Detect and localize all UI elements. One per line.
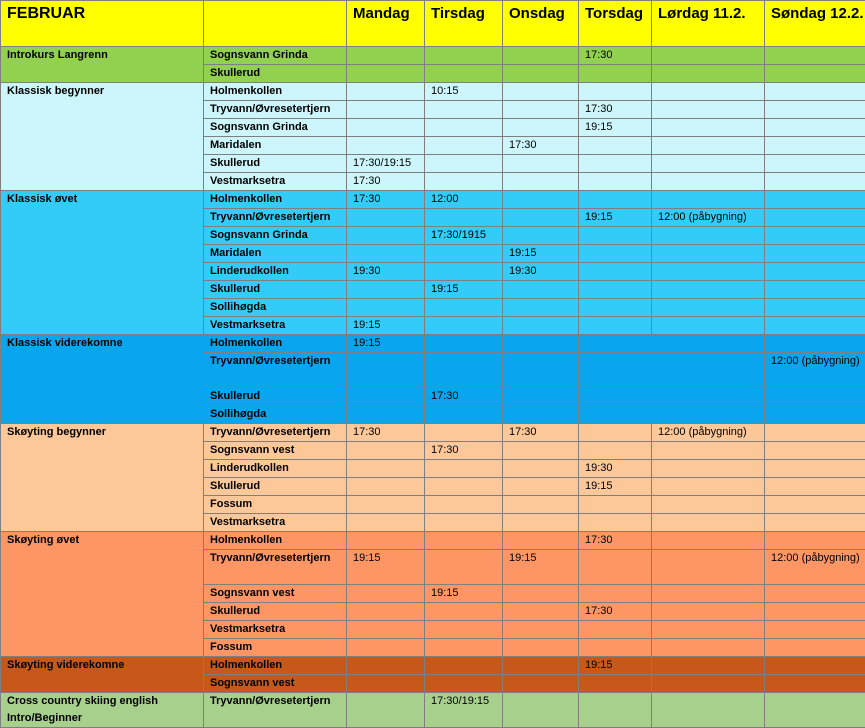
time-cell-monday: 19:15 bbox=[347, 317, 425, 335]
time-cell-saturday bbox=[652, 675, 765, 693]
time-cell-tuesday: 17:30 bbox=[425, 388, 503, 406]
time-cell-tuesday bbox=[425, 299, 503, 317]
time-cell-thursday bbox=[579, 65, 652, 83]
course-category-label: Klassisk øvet bbox=[7, 193, 77, 205]
time-cell-tuesday bbox=[425, 514, 503, 532]
time-cell-monday bbox=[347, 137, 425, 155]
time-cell-wednesday bbox=[503, 478, 579, 496]
time-cell-thursday bbox=[579, 263, 652, 281]
location-cell: Maridalen bbox=[204, 245, 347, 263]
time-cell-tuesday bbox=[425, 496, 503, 514]
course-category-label: Skøyting viderekomne bbox=[7, 659, 124, 671]
time-cell-saturday bbox=[652, 335, 765, 353]
time-cell-thursday: 19:30 bbox=[579, 460, 652, 478]
time-cell-saturday bbox=[652, 353, 765, 388]
course-category-label: Cross country skiing english bbox=[7, 695, 158, 707]
time-cell-wednesday bbox=[503, 675, 579, 693]
course-category bbox=[1, 424, 204, 532]
time-cell-monday bbox=[347, 657, 425, 675]
time-cell-monday bbox=[347, 442, 425, 460]
time-cell-monday bbox=[347, 83, 425, 101]
time-cell-wednesday bbox=[503, 406, 579, 424]
time-cell-saturday bbox=[652, 47, 765, 65]
time-cell-wednesday bbox=[503, 621, 579, 639]
time-cell-saturday bbox=[652, 657, 765, 675]
time-cell-tuesday bbox=[425, 209, 503, 227]
time-cell-wednesday bbox=[503, 585, 579, 603]
time-cell-sunday: 12:00 (påbygning) bbox=[765, 550, 865, 585]
location-cell: Holmenkollen bbox=[204, 657, 347, 675]
time-cell-sunday bbox=[765, 639, 865, 657]
time-cell-thursday bbox=[579, 639, 652, 657]
course-category-sublabel: Intro/Beginner bbox=[7, 712, 82, 724]
time-cell-thursday: 17:30 bbox=[579, 47, 652, 65]
time-cell-saturday bbox=[652, 532, 765, 550]
time-cell-thursday: 17:30 bbox=[579, 532, 652, 550]
time-cell-wednesday bbox=[503, 514, 579, 532]
time-cell-wednesday bbox=[503, 299, 579, 317]
time-cell-sunday bbox=[765, 209, 865, 227]
time-cell-thursday bbox=[579, 693, 652, 728]
location-cell: Vestmarksetra bbox=[204, 173, 347, 191]
time-cell-saturday bbox=[652, 460, 765, 478]
time-cell-thursday bbox=[579, 514, 652, 532]
time-cell-monday bbox=[347, 281, 425, 299]
time-cell-thursday: 19:15 bbox=[579, 119, 652, 137]
time-cell-tuesday bbox=[425, 532, 503, 550]
time-cell-monday bbox=[347, 353, 425, 388]
time-cell-tuesday bbox=[425, 47, 503, 65]
location-cell: Maridalen bbox=[204, 137, 347, 155]
time-cell-tuesday bbox=[425, 155, 503, 173]
time-cell-saturday bbox=[652, 155, 765, 173]
location-cell: Sognsvann vest bbox=[204, 585, 347, 603]
time-cell-tuesday: 19:15 bbox=[425, 281, 503, 299]
time-cell-monday bbox=[347, 406, 425, 424]
schedule-row bbox=[1, 693, 865, 728]
time-cell-sunday bbox=[765, 585, 865, 603]
time-cell-sunday bbox=[765, 101, 865, 119]
time-cell-saturday bbox=[652, 514, 765, 532]
time-cell-tuesday bbox=[425, 335, 503, 353]
time-cell-thursday bbox=[579, 173, 652, 191]
course-category-label: Introkurs Langrenn bbox=[7, 49, 108, 61]
course-category bbox=[1, 47, 204, 83]
time-cell-thursday: 17:30 bbox=[579, 101, 652, 119]
course-category-label: Klassisk viderekomne bbox=[7, 337, 123, 349]
course-category-label: Skøyting øvet bbox=[7, 534, 79, 546]
time-cell-wednesday bbox=[503, 119, 579, 137]
time-cell-monday bbox=[347, 119, 425, 137]
time-cell-wednesday bbox=[503, 496, 579, 514]
time-cell-sunday bbox=[765, 191, 865, 209]
day-header-thursday: Torsdag bbox=[579, 1, 652, 47]
location-cell: Sollihøgda bbox=[204, 299, 347, 317]
time-cell-saturday bbox=[652, 119, 765, 137]
time-cell-tuesday bbox=[425, 639, 503, 657]
time-cell-thursday bbox=[579, 245, 652, 263]
location-cell: Sognsvann vest bbox=[204, 675, 347, 693]
time-cell-sunday bbox=[765, 47, 865, 65]
time-cell-saturday bbox=[652, 299, 765, 317]
time-cell-saturday bbox=[652, 406, 765, 424]
time-cell-tuesday bbox=[425, 550, 503, 585]
location-cell: Fossum bbox=[204, 496, 347, 514]
time-cell-monday bbox=[347, 227, 425, 245]
course-category bbox=[1, 657, 204, 693]
location-cell: Skullerud bbox=[204, 65, 347, 83]
time-cell-thursday bbox=[579, 191, 652, 209]
time-cell-wednesday bbox=[503, 532, 579, 550]
time-cell-tuesday: 17:30/1915 bbox=[425, 227, 503, 245]
schedule-row bbox=[1, 47, 865, 65]
time-cell-monday bbox=[347, 675, 425, 693]
time-cell-thursday bbox=[579, 353, 652, 388]
time-cell-monday: 19:15 bbox=[347, 335, 425, 353]
time-cell-wednesday bbox=[503, 388, 579, 406]
schedule-row bbox=[1, 83, 865, 101]
time-cell-wednesday bbox=[503, 353, 579, 388]
location-cell: Holmenkollen bbox=[204, 532, 347, 550]
time-cell-tuesday bbox=[425, 406, 503, 424]
schedule-body bbox=[1, 47, 865, 728]
time-cell-monday bbox=[347, 245, 425, 263]
time-cell-sunday bbox=[765, 173, 865, 191]
time-cell-thursday bbox=[579, 424, 652, 442]
location-cell: Sognsvann vest bbox=[204, 442, 347, 460]
time-cell-sunday bbox=[765, 245, 865, 263]
location-cell: Linderudkollen bbox=[204, 460, 347, 478]
course-category-label: Skøyting begynner bbox=[7, 426, 106, 438]
time-cell-saturday bbox=[652, 478, 765, 496]
time-cell-sunday bbox=[765, 603, 865, 621]
day-header-wednesday: Onsdag bbox=[503, 1, 579, 47]
time-cell-wednesday bbox=[503, 173, 579, 191]
time-cell-saturday bbox=[652, 101, 765, 119]
time-cell-sunday bbox=[765, 496, 865, 514]
location-cell: Skullerud bbox=[204, 281, 347, 299]
time-cell-wednesday bbox=[503, 101, 579, 119]
time-cell-saturday bbox=[652, 496, 765, 514]
time-cell-tuesday bbox=[425, 137, 503, 155]
time-cell-monday bbox=[347, 621, 425, 639]
time-cell-tuesday bbox=[425, 603, 503, 621]
time-cell-tuesday bbox=[425, 657, 503, 675]
time-cell-thursday bbox=[579, 335, 652, 353]
time-cell-sunday bbox=[765, 119, 865, 137]
time-cell-monday bbox=[347, 603, 425, 621]
time-cell-tuesday: 17:30 bbox=[425, 442, 503, 460]
location-cell: Holmenkollen bbox=[204, 335, 347, 353]
location-cell: Tryvann/Øvresetertjern bbox=[204, 424, 347, 442]
time-cell-thursday bbox=[579, 621, 652, 639]
time-cell-sunday bbox=[765, 460, 865, 478]
course-category bbox=[1, 532, 204, 657]
location-cell: Holmenkollen bbox=[204, 83, 347, 101]
time-cell-monday: 17:30 bbox=[347, 173, 425, 191]
location-cell: Tryvann/Øvresetertjern bbox=[204, 550, 347, 585]
time-cell-monday bbox=[347, 460, 425, 478]
time-cell-tuesday bbox=[425, 245, 503, 263]
time-cell-tuesday: 10:15 bbox=[425, 83, 503, 101]
time-cell-tuesday bbox=[425, 424, 503, 442]
time-cell-wednesday bbox=[503, 47, 579, 65]
time-cell-saturday bbox=[652, 83, 765, 101]
time-cell-saturday bbox=[652, 693, 765, 728]
location-cell: Vestmarksetra bbox=[204, 514, 347, 532]
location-cell: Skullerud bbox=[204, 478, 347, 496]
time-cell-saturday: 12:00 (påbygning) bbox=[652, 209, 765, 227]
time-cell-monday: 19:30 bbox=[347, 263, 425, 281]
time-cell-tuesday bbox=[425, 317, 503, 335]
location-cell: Skullerud bbox=[204, 603, 347, 621]
time-cell-sunday bbox=[765, 406, 865, 424]
time-cell-wednesday bbox=[503, 83, 579, 101]
time-cell-monday bbox=[347, 101, 425, 119]
header-row bbox=[1, 1, 865, 47]
time-cell-saturday bbox=[652, 281, 765, 299]
time-cell-saturday: 12:00 (påbygning) bbox=[652, 424, 765, 442]
time-cell-monday: 17:30 bbox=[347, 424, 425, 442]
time-cell-wednesday bbox=[503, 317, 579, 335]
time-cell-monday: 19:15 bbox=[347, 550, 425, 585]
location-cell: Tryvann/Øvresetertjern bbox=[204, 101, 347, 119]
location-cell: Sognsvann Grinda bbox=[204, 119, 347, 137]
time-cell-sunday bbox=[765, 478, 865, 496]
time-cell-monday bbox=[347, 693, 425, 728]
time-cell-sunday bbox=[765, 317, 865, 335]
time-cell-thursday: 17:30 bbox=[579, 603, 652, 621]
time-cell-sunday bbox=[765, 388, 865, 406]
time-cell-sunday bbox=[765, 675, 865, 693]
time-cell-thursday bbox=[579, 550, 652, 585]
time-cell-wednesday bbox=[503, 65, 579, 83]
time-cell-sunday bbox=[765, 83, 865, 101]
course-category bbox=[1, 83, 204, 191]
time-cell-thursday bbox=[579, 299, 652, 317]
time-cell-thursday bbox=[579, 585, 652, 603]
location-cell: Sognsvann Grinda bbox=[204, 227, 347, 245]
time-cell-monday bbox=[347, 299, 425, 317]
time-cell-wednesday: 17:30 bbox=[503, 137, 579, 155]
time-cell-saturday bbox=[652, 227, 765, 245]
time-cell-saturday bbox=[652, 65, 765, 83]
time-cell-sunday bbox=[765, 281, 865, 299]
time-cell-thursday bbox=[579, 388, 652, 406]
time-cell-wednesday bbox=[503, 693, 579, 728]
time-cell-saturday bbox=[652, 191, 765, 209]
time-cell-thursday bbox=[579, 227, 652, 245]
time-cell-wednesday bbox=[503, 639, 579, 657]
time-cell-tuesday bbox=[425, 621, 503, 639]
time-cell-thursday: 19:15 bbox=[579, 209, 652, 227]
time-cell-saturday bbox=[652, 263, 765, 281]
time-cell-monday bbox=[347, 585, 425, 603]
time-cell-saturday bbox=[652, 603, 765, 621]
time-cell-monday bbox=[347, 532, 425, 550]
time-cell-saturday bbox=[652, 442, 765, 460]
location-cell: Sognsvann Grinda bbox=[204, 47, 347, 65]
time-cell-wednesday bbox=[503, 227, 579, 245]
time-cell-monday bbox=[347, 496, 425, 514]
time-cell-monday bbox=[347, 65, 425, 83]
time-cell-sunday bbox=[765, 155, 865, 173]
location-cell: Vestmarksetra bbox=[204, 621, 347, 639]
time-cell-wednesday bbox=[503, 155, 579, 173]
time-cell-saturday bbox=[652, 173, 765, 191]
time-cell-tuesday: 17:30/19:15 bbox=[425, 693, 503, 728]
time-cell-monday bbox=[347, 388, 425, 406]
location-cell: Sollihøgda bbox=[204, 406, 347, 424]
day-header-tuesday: Tirsdag bbox=[425, 1, 503, 47]
time-cell-sunday bbox=[765, 335, 865, 353]
location-cell: Skullerud bbox=[204, 155, 347, 173]
time-cell-saturday bbox=[652, 137, 765, 155]
time-cell-monday: 17:30/19:15 bbox=[347, 155, 425, 173]
schedule-row bbox=[1, 424, 865, 442]
location-cell: Tryvann/Øvresetertjern bbox=[204, 693, 347, 728]
location-cell: Linderudkollen bbox=[204, 263, 347, 281]
day-header-monday: Mandag bbox=[347, 1, 425, 47]
time-cell-wednesday bbox=[503, 603, 579, 621]
time-cell-thursday: 19:15 bbox=[579, 657, 652, 675]
location-cell: Fossum bbox=[204, 639, 347, 657]
time-cell-thursday bbox=[579, 317, 652, 335]
time-cell-monday bbox=[347, 478, 425, 496]
time-cell-tuesday bbox=[425, 460, 503, 478]
location-cell: Skullerud bbox=[204, 388, 347, 406]
time-cell-wednesday bbox=[503, 460, 579, 478]
course-category bbox=[1, 191, 204, 335]
month-title: FEBRUAR bbox=[1, 1, 204, 47]
time-cell-thursday bbox=[579, 675, 652, 693]
course-category bbox=[1, 335, 204, 424]
time-cell-saturday bbox=[652, 317, 765, 335]
time-cell-wednesday: 19:15 bbox=[503, 245, 579, 263]
time-cell-saturday bbox=[652, 585, 765, 603]
time-cell-sunday bbox=[765, 227, 865, 245]
time-cell-wednesday: 19:30 bbox=[503, 263, 579, 281]
time-cell-sunday bbox=[765, 137, 865, 155]
time-cell-thursday bbox=[579, 281, 652, 299]
time-cell-monday bbox=[347, 47, 425, 65]
time-cell-tuesday bbox=[425, 263, 503, 281]
time-cell-thursday bbox=[579, 496, 652, 514]
time-cell-tuesday bbox=[425, 173, 503, 191]
location-cell: Holmenkollen bbox=[204, 191, 347, 209]
location-cell: Vestmarksetra bbox=[204, 317, 347, 335]
time-cell-saturday bbox=[652, 550, 765, 585]
time-cell-tuesday bbox=[425, 478, 503, 496]
day-header-saturday: Lørdag 11.2. bbox=[652, 1, 765, 47]
time-cell-wednesday bbox=[503, 191, 579, 209]
time-cell-sunday bbox=[765, 424, 865, 442]
time-cell-wednesday bbox=[503, 335, 579, 353]
time-cell-thursday: 19:15 bbox=[579, 478, 652, 496]
location-cell: Tryvann/Øvresetertjern bbox=[204, 353, 347, 388]
time-cell-sunday bbox=[765, 514, 865, 532]
course-category bbox=[1, 693, 204, 728]
location-column-header bbox=[204, 1, 347, 47]
time-cell-tuesday bbox=[425, 675, 503, 693]
time-cell-sunday bbox=[765, 657, 865, 675]
time-cell-tuesday: 12:00 bbox=[425, 191, 503, 209]
time-cell-tuesday: 19:15 bbox=[425, 585, 503, 603]
time-cell-saturday bbox=[652, 388, 765, 406]
time-cell-tuesday bbox=[425, 353, 503, 388]
time-cell-wednesday bbox=[503, 657, 579, 675]
time-cell-wednesday: 17:30 bbox=[503, 424, 579, 442]
time-cell-monday: 17:30 bbox=[347, 191, 425, 209]
time-cell-wednesday bbox=[503, 281, 579, 299]
course-category-label: Klassisk begynner bbox=[7, 85, 104, 97]
day-header-sunday: Søndag 12.2. bbox=[765, 1, 865, 47]
time-cell-sunday bbox=[765, 532, 865, 550]
schedule-row bbox=[1, 335, 865, 353]
time-cell-saturday bbox=[652, 245, 765, 263]
time-cell-thursday bbox=[579, 137, 652, 155]
time-cell-sunday bbox=[765, 65, 865, 83]
time-cell-tuesday bbox=[425, 119, 503, 137]
time-cell-thursday bbox=[579, 406, 652, 424]
time-cell-sunday: 12:00 (påbygning) bbox=[765, 353, 865, 388]
time-cell-wednesday bbox=[503, 442, 579, 460]
time-cell-monday bbox=[347, 639, 425, 657]
time-cell-sunday bbox=[765, 693, 865, 728]
time-cell-wednesday bbox=[503, 209, 579, 227]
time-cell-sunday bbox=[765, 621, 865, 639]
time-cell-sunday bbox=[765, 299, 865, 317]
time-cell-sunday bbox=[765, 263, 865, 281]
time-cell-thursday bbox=[579, 83, 652, 101]
schedule-row bbox=[1, 657, 865, 675]
time-cell-thursday bbox=[579, 442, 652, 460]
time-cell-monday bbox=[347, 514, 425, 532]
time-cell-thursday bbox=[579, 155, 652, 173]
time-cell-tuesday bbox=[425, 101, 503, 119]
time-cell-saturday bbox=[652, 621, 765, 639]
time-cell-wednesday: 19:15 bbox=[503, 550, 579, 585]
time-cell-tuesday bbox=[425, 65, 503, 83]
time-cell-saturday bbox=[652, 639, 765, 657]
schedule-row bbox=[1, 191, 865, 209]
time-cell-sunday bbox=[765, 442, 865, 460]
location-cell: Tryvann/Øvresetertjern bbox=[204, 209, 347, 227]
schedule-row bbox=[1, 532, 865, 550]
time-cell-monday bbox=[347, 209, 425, 227]
